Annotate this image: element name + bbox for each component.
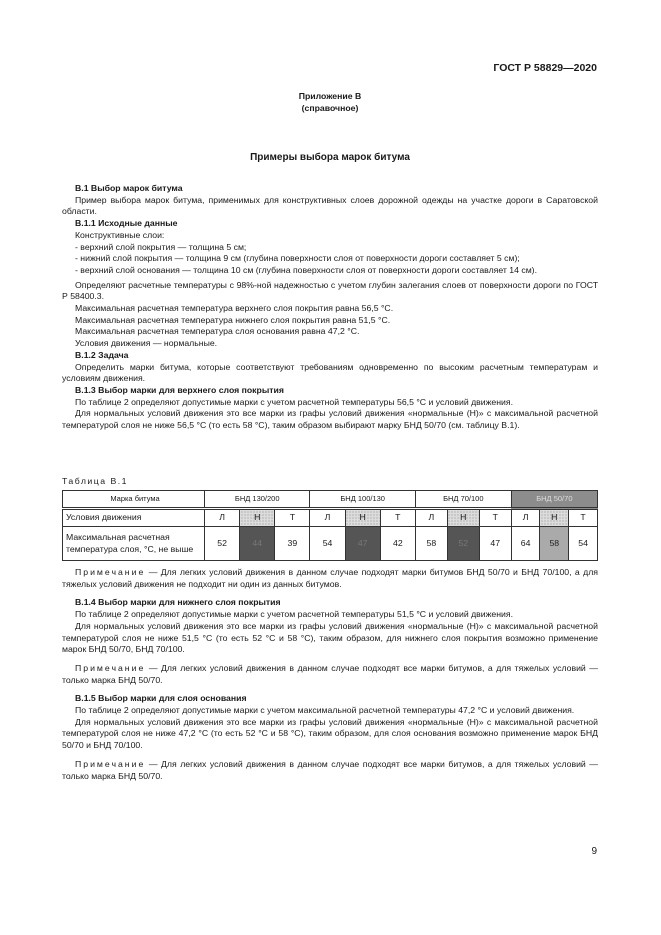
temperature-cell: 47 (345, 527, 380, 561)
note-text: — Для легких условий движения в данном случае подходят все марки битумов, а для тяжелых условий — только марка БНД 50/70. (62, 758, 598, 781)
paragraph: Для нормальных условий движения это все марки из графы условий движения «нормальные (Н)» с максимальной расчетной температурой слоя не ниже 51,5 °С (то есть 52 °С и 58 °С), таким образом, для нижнего слоя покрытия возможно применение марок БНД 50/70, БНД 70/100. (62, 620, 598, 655)
condition-cell: Л (205, 509, 240, 527)
temperature-cell: 54 (310, 527, 345, 561)
paragraph: По таблице 2 определяют допустимые марки с учетом максимальной расчетной температуры 47,2 °С и условий движения. (75, 705, 575, 716)
heading: В.1.4 Выбор марки для нижнего слоя покрытия (75, 597, 281, 608)
temperature-cell: 44 (240, 527, 275, 561)
table-caption: Таблица В.1 (62, 476, 129, 486)
paragraph: Для нормальных условий движения это все марки из графы условий движения «нормальные (Н)» с максимальной расчетной температурой слоя не ниже 56,5 °С (то есть 58 °С), таким образом выбирают марку БНД 50/70 (см. таблицу В.1). (62, 408, 598, 431)
table-b1 (62, 490, 598, 561)
paragraph: Для нормальных условий движения это все марки из графы условий движения «нормальные (Н)» с максимальной расчетной температурой слоя не ниже 47,2 °С (то есть 52 °С и 58 °С), таким образом, для слоя основания возможно применение марок БНД 50/70 и БНД 70/100. (62, 716, 598, 751)
condition-cell: Н (447, 509, 479, 527)
temperature-cell: 54 (569, 527, 598, 561)
condition-cell: Н (540, 509, 569, 527)
heading: В.1.2 Задача (75, 349, 129, 360)
temperature-cell: 58 (540, 527, 569, 561)
list-item: - верхний слой основания — толщина 10 см (глубина поверхности слоя от поверхности дороги составляет 14 см). (75, 264, 537, 275)
page-number: 9 (591, 846, 597, 857)
list-item: - нижний слой покрытия — толщина 9 см (глубина поверхности слоя от поверхности дороги составляет 5 см); (75, 253, 520, 264)
grade-header: БНД 130/200 (205, 491, 310, 509)
appendix-title: Приложение В (298, 91, 362, 101)
paragraph: По таблице 2 определяют допустимые марки с учетом расчетной температуры 56,5 °С и условий движения. (75, 396, 514, 407)
note-text: — Для легких условий движения в данном случае подходят все марки битумов, а для тяжелых условий — только марка БНД 50/70. (62, 662, 598, 685)
lower-sections (62, 567, 598, 782)
note-label: Примечание (75, 567, 146, 577)
paragraph: Максимальная расчетная температура верхнего слоя покрытия равна 56,5 °С. (75, 303, 394, 314)
heading: В.1.5 Выбор марки для слоя основания (75, 693, 247, 704)
note (62, 759, 598, 782)
heading: В.1 Выбор марок битума (75, 183, 183, 193)
grade-header: БНД 100/130 (310, 491, 415, 509)
heading: В.1.3 Выбор марки для верхнего слоя покрытия (75, 384, 284, 395)
heading: В.1.1 Исходные данные (75, 218, 178, 229)
section-b1 (62, 183, 598, 432)
temperature-cell: 64 (511, 527, 540, 561)
note-label: Примечание (75, 662, 146, 673)
note (62, 663, 598, 686)
condition-cell: Л (310, 509, 345, 527)
condition-cell: Т (479, 509, 511, 527)
list-item: - верхний слой покрытия — толщина 5 см; (75, 241, 247, 252)
condition-cell: Т (275, 509, 310, 527)
row-label: Условия движения (63, 509, 205, 527)
note-label: Примечание (75, 758, 146, 769)
condition-cell: Л (415, 509, 447, 527)
paragraph: Определяют расчетные температуры с 98%-ной надежностью с учетом глубин залегания слоев от поверхности дороги по ГОСТ Р 58400.3. (62, 279, 598, 302)
grade-header-selected: БНД 50/70 (511, 491, 597, 509)
appendix-subtitle: (справочное) (301, 103, 359, 113)
paragraph: Пример выбора марок битума, применимых для конструктивных слоев дорожной одежды на участке дороги в Саратовской области. (62, 194, 598, 217)
document-header: ГОСТ Р 58829—2020 (493, 62, 597, 74)
temperature-cell: 47 (479, 527, 511, 561)
temperature-cell: 39 (275, 527, 310, 561)
temperature-cell: 58 (415, 527, 447, 561)
row-label: Максимальная расчетная температура слоя, °С, не выше (63, 527, 205, 561)
page-title: Примеры выбора марок битума (250, 152, 410, 163)
paragraph: По таблице 2 определяют допустимые марки с учетом расчетной температуры 51,5 °С и условий движения. (75, 609, 514, 620)
condition-cell: Н (240, 509, 275, 527)
paragraph: Максимальная расчетная температура нижнего слоя покрытия равна 51,5 °С. (75, 314, 391, 325)
temperature-cell: 52 (447, 527, 479, 561)
condition-cell: Н (345, 509, 380, 527)
paragraph: Максимальная расчетная температура слоя основания равна 47,2 °С. (75, 326, 360, 337)
paragraph: Условия движения — нормальные. (75, 338, 218, 349)
temperature-cell: 52 (205, 527, 240, 561)
paragraph: Определить марки битума, которые соответствуют требованиям одновременно по высоким расчетным температурам и условиям движения. (62, 361, 598, 384)
condition-cell: Т (569, 509, 598, 527)
condition-cell: Л (511, 509, 540, 527)
temperature-cell: 42 (380, 527, 415, 561)
condition-cell: Т (380, 509, 415, 527)
grade-header: БНД 70/100 (415, 491, 511, 509)
table-header-label: Марка битума (63, 491, 205, 509)
paragraph: Конструктивные слои: (75, 229, 165, 240)
note (62, 567, 598, 590)
note-text: — Для легких условий движения в данном случае подходят марки битумов БНД 50/70 и БНД 70/100, а для тяжелых условий движения не подходит ни один из данных битумов. (62, 567, 598, 589)
